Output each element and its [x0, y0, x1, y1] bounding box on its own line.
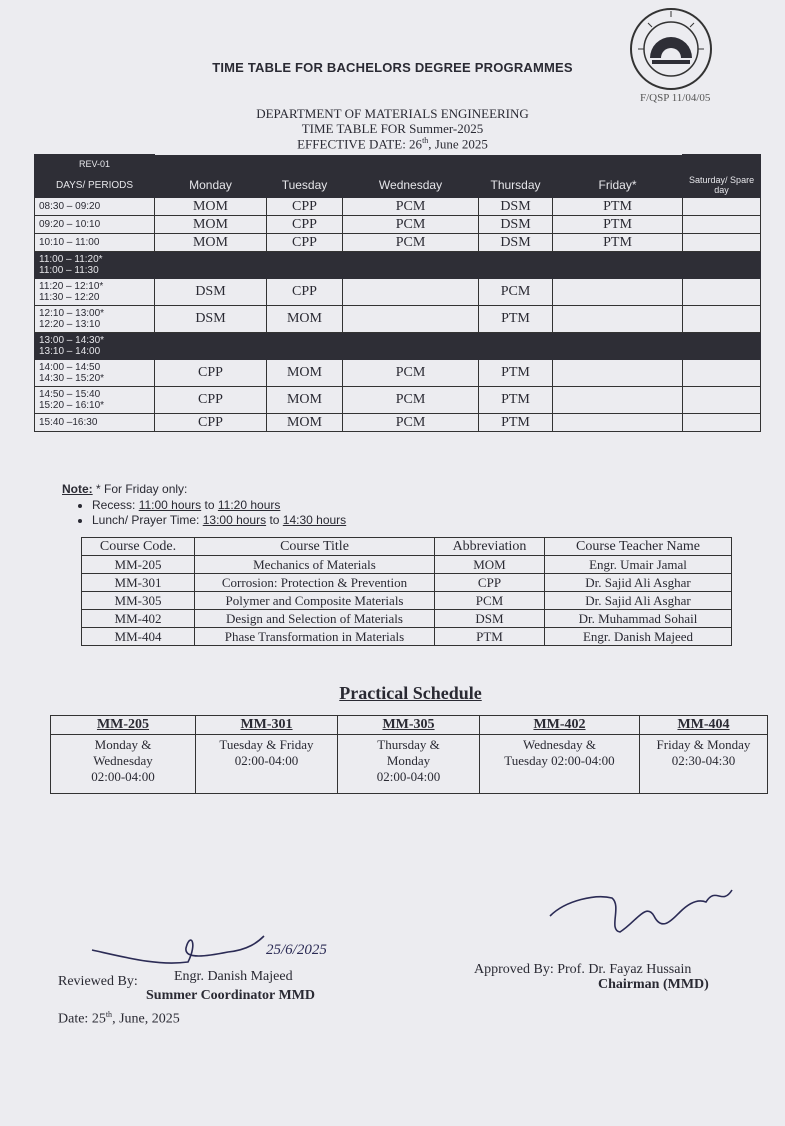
practical-schedule-title: Practical Schedule: [339, 683, 482, 703]
day-header: Friday*: [553, 173, 683, 198]
practical-slot: Wednesday & Tuesday 02:00-04:00: [480, 735, 640, 794]
course-cell: Mechanics of Materials: [195, 556, 435, 574]
course-cell: DSM: [435, 610, 545, 628]
course-table: [81, 537, 732, 646]
period-row: [35, 279, 761, 306]
course-cell: Phase Transformation in Materials: [195, 628, 435, 646]
class-cell: MOM: [267, 387, 343, 414]
course-cell: PCM: [435, 592, 545, 610]
period-cell: 08:30 – 09:20: [35, 198, 155, 216]
course-row: [82, 556, 732, 574]
class-cell: PCM: [343, 387, 479, 414]
column-header: Course Teacher Name: [545, 538, 732, 556]
approved-by: Approved By: Prof. Dr. Fayaz Hussain: [474, 962, 692, 977]
class-cell: PTM: [479, 360, 553, 387]
class-cell: PTM: [553, 216, 683, 234]
course-header-row: [82, 538, 732, 556]
period-cell: 14:00 – 14:50 14:30 – 15:20*: [35, 360, 155, 387]
class-cell: CPP: [155, 387, 267, 414]
class-cell: PTM: [479, 414, 553, 432]
course-row: [82, 592, 732, 610]
class-cell: [343, 279, 479, 306]
period-row: [35, 306, 761, 333]
course-cell: Dr. Sajid Ali Asghar: [545, 592, 732, 610]
course-cell: Dr. Sajid Ali Asghar: [545, 574, 732, 592]
reviewer-title: Summer Coordinator MMD: [146, 988, 316, 1003]
practical-slot-row: [51, 735, 768, 794]
day-header: Wednesday: [343, 173, 479, 198]
course-cell: Dr. Muhammad Sohail: [545, 610, 732, 628]
revision-label: REV-01: [35, 155, 155, 173]
periods-header: DAYS/ PERIODS: [35, 173, 155, 198]
day-header-row: [35, 173, 761, 198]
class-cell: MOM: [267, 360, 343, 387]
class-cell: CPP: [155, 360, 267, 387]
period-cell: 13:00 – 14:30* 13:10 – 14:00: [35, 333, 155, 360]
course-cell: Polymer and Composite Materials: [195, 592, 435, 610]
class-cell: [683, 414, 761, 432]
period-row: [35, 216, 761, 234]
course-cell: CPP: [435, 574, 545, 592]
class-cell: PCM: [343, 360, 479, 387]
course-cell: MM-404: [82, 628, 195, 646]
practical-schedule-table: [50, 715, 768, 794]
column-header: Course Code.: [82, 538, 195, 556]
note-label: Note:: [62, 482, 93, 496]
course-cell: Engr. Danish Majeed: [545, 628, 732, 646]
course-row: [82, 628, 732, 646]
class-cell: DSM: [479, 216, 553, 234]
class-cell: [553, 387, 683, 414]
class-cell: [553, 306, 683, 333]
practical-header-row: [51, 716, 768, 735]
class-cell: [683, 216, 761, 234]
practical-course-code: MM-305: [338, 716, 480, 735]
practical-course-code: MM-205: [51, 716, 196, 735]
document-title: TIME TABLE FOR BACHELORS DEGREE PROGRAMMES: [212, 60, 573, 75]
course-cell: Engr. Umair Jamal: [545, 556, 732, 574]
practical-course-code: MM-402: [480, 716, 640, 735]
practical-slot: Tuesday & Friday 02:00-04:00: [196, 735, 338, 794]
period-row: [35, 234, 761, 252]
period-cell: 11:00 – 11:20* 11:00 – 11:30: [35, 252, 155, 279]
approver-title: Chairman (MMD): [598, 977, 709, 992]
day-header: Tuesday: [267, 173, 343, 198]
day-header: Saturday/ Spare day: [683, 173, 761, 198]
class-cell: MOM: [267, 306, 343, 333]
course-cell: MOM: [435, 556, 545, 574]
class-cell: [683, 360, 761, 387]
class-cell: CPP: [267, 216, 343, 234]
reviewer-name: Engr. Danish Majeed: [174, 969, 293, 984]
column-header: Course Title: [195, 538, 435, 556]
reviewed-by-label: Reviewed By:: [58, 974, 138, 989]
class-cell: PCM: [343, 216, 479, 234]
course-cell: MM-305: [82, 592, 195, 610]
class-cell: CPP: [267, 234, 343, 252]
form-reference: F/QSP 11/04/05: [640, 92, 711, 104]
break-cell: [155, 252, 761, 279]
practical-slot: Friday & Monday 02:30-04:30: [640, 735, 768, 794]
class-cell: PTM: [479, 387, 553, 414]
class-cell: [553, 360, 683, 387]
class-cell: [553, 414, 683, 432]
class-cell: [343, 306, 479, 333]
period-row: [35, 387, 761, 414]
class-cell: PCM: [343, 414, 479, 432]
class-cell: PCM: [479, 279, 553, 306]
note-text: * For Friday only:: [92, 482, 188, 496]
period-row: [35, 414, 761, 432]
class-cell: MOM: [155, 216, 267, 234]
period-cell: 15:40 –16:30: [35, 414, 155, 432]
practical-course-code: MM-301: [196, 716, 338, 735]
class-cell: [683, 234, 761, 252]
class-cell: DSM: [479, 198, 553, 216]
class-cell: [553, 279, 683, 306]
practical-slot: Monday & Wednesday 02:00-04:00: [51, 735, 196, 794]
class-cell: [683, 387, 761, 414]
period-row: [35, 198, 761, 216]
practical-slot: Thursday & Monday 02:00-04:00: [338, 735, 480, 794]
review-date: Date: 25th, June, 2025: [58, 1010, 180, 1027]
period-cell: 10:10 – 11:00: [35, 234, 155, 252]
class-cell: MOM: [155, 198, 267, 216]
course-row: [82, 574, 732, 592]
class-cell: DSM: [155, 279, 267, 306]
break-row: [35, 252, 761, 279]
break-row: [35, 333, 761, 360]
class-cell: PCM: [343, 198, 479, 216]
period-cell: 14:50 – 15:40 15:20 – 16:10*: [35, 387, 155, 414]
svg-text:25/6/2025: 25/6/2025: [266, 942, 327, 958]
practical-course-code: MM-404: [640, 716, 768, 735]
period-cell: 11:20 – 12:10* 11:30 – 12:20: [35, 279, 155, 306]
course-cell: Corrosion: Protection & Prevention: [195, 574, 435, 592]
class-cell: DSM: [479, 234, 553, 252]
class-cell: CPP: [267, 279, 343, 306]
period-row: [35, 360, 761, 387]
day-header: Monday: [155, 173, 267, 198]
effective-date: EFFECTIVE DATE: 26th, June 2025: [297, 136, 488, 152]
class-cell: [683, 198, 761, 216]
department-name: DEPARTMENT OF MATERIALS ENGINEERING: [256, 106, 529, 121]
class-cell: CPP: [267, 198, 343, 216]
break-cell: [155, 333, 761, 360]
period-cell: 12:10 – 13:00* 12:20 – 13:10: [35, 306, 155, 333]
note-section: [62, 482, 346, 528]
lunch-note: • Lunch/ Prayer Time: 13:00 hours to 14:30 hours: [92, 513, 346, 527]
class-cell: PCM: [343, 234, 479, 252]
class-cell: [683, 306, 761, 333]
class-cell: DSM: [155, 306, 267, 333]
class-cell: PTM: [553, 234, 683, 252]
course-cell: MM-402: [82, 610, 195, 628]
timetable: [34, 154, 761, 432]
class-cell: CPP: [155, 414, 267, 432]
course-cell: Design and Selection of Materials: [195, 610, 435, 628]
class-cell: PTM: [479, 306, 553, 333]
course-row: [82, 610, 732, 628]
course-cell: MM-205: [82, 556, 195, 574]
course-cell: MM-301: [82, 574, 195, 592]
column-header: Abbreviation: [435, 538, 545, 556]
class-cell: [683, 279, 761, 306]
day-header: Thursday: [479, 173, 553, 198]
timetable-session: TIME TABLE FOR Summer-2025: [301, 121, 484, 136]
class-cell: PTM: [553, 198, 683, 216]
class-cell: MOM: [155, 234, 267, 252]
class-cell: MOM: [267, 414, 343, 432]
course-cell: PTM: [435, 628, 545, 646]
period-cell: 09:20 – 10:10: [35, 216, 155, 234]
recess-note: • Recess: 11:00 hours to 11:20 hours: [92, 498, 346, 512]
approver-signature: [546, 876, 746, 956]
university-logo: [628, 6, 714, 92]
